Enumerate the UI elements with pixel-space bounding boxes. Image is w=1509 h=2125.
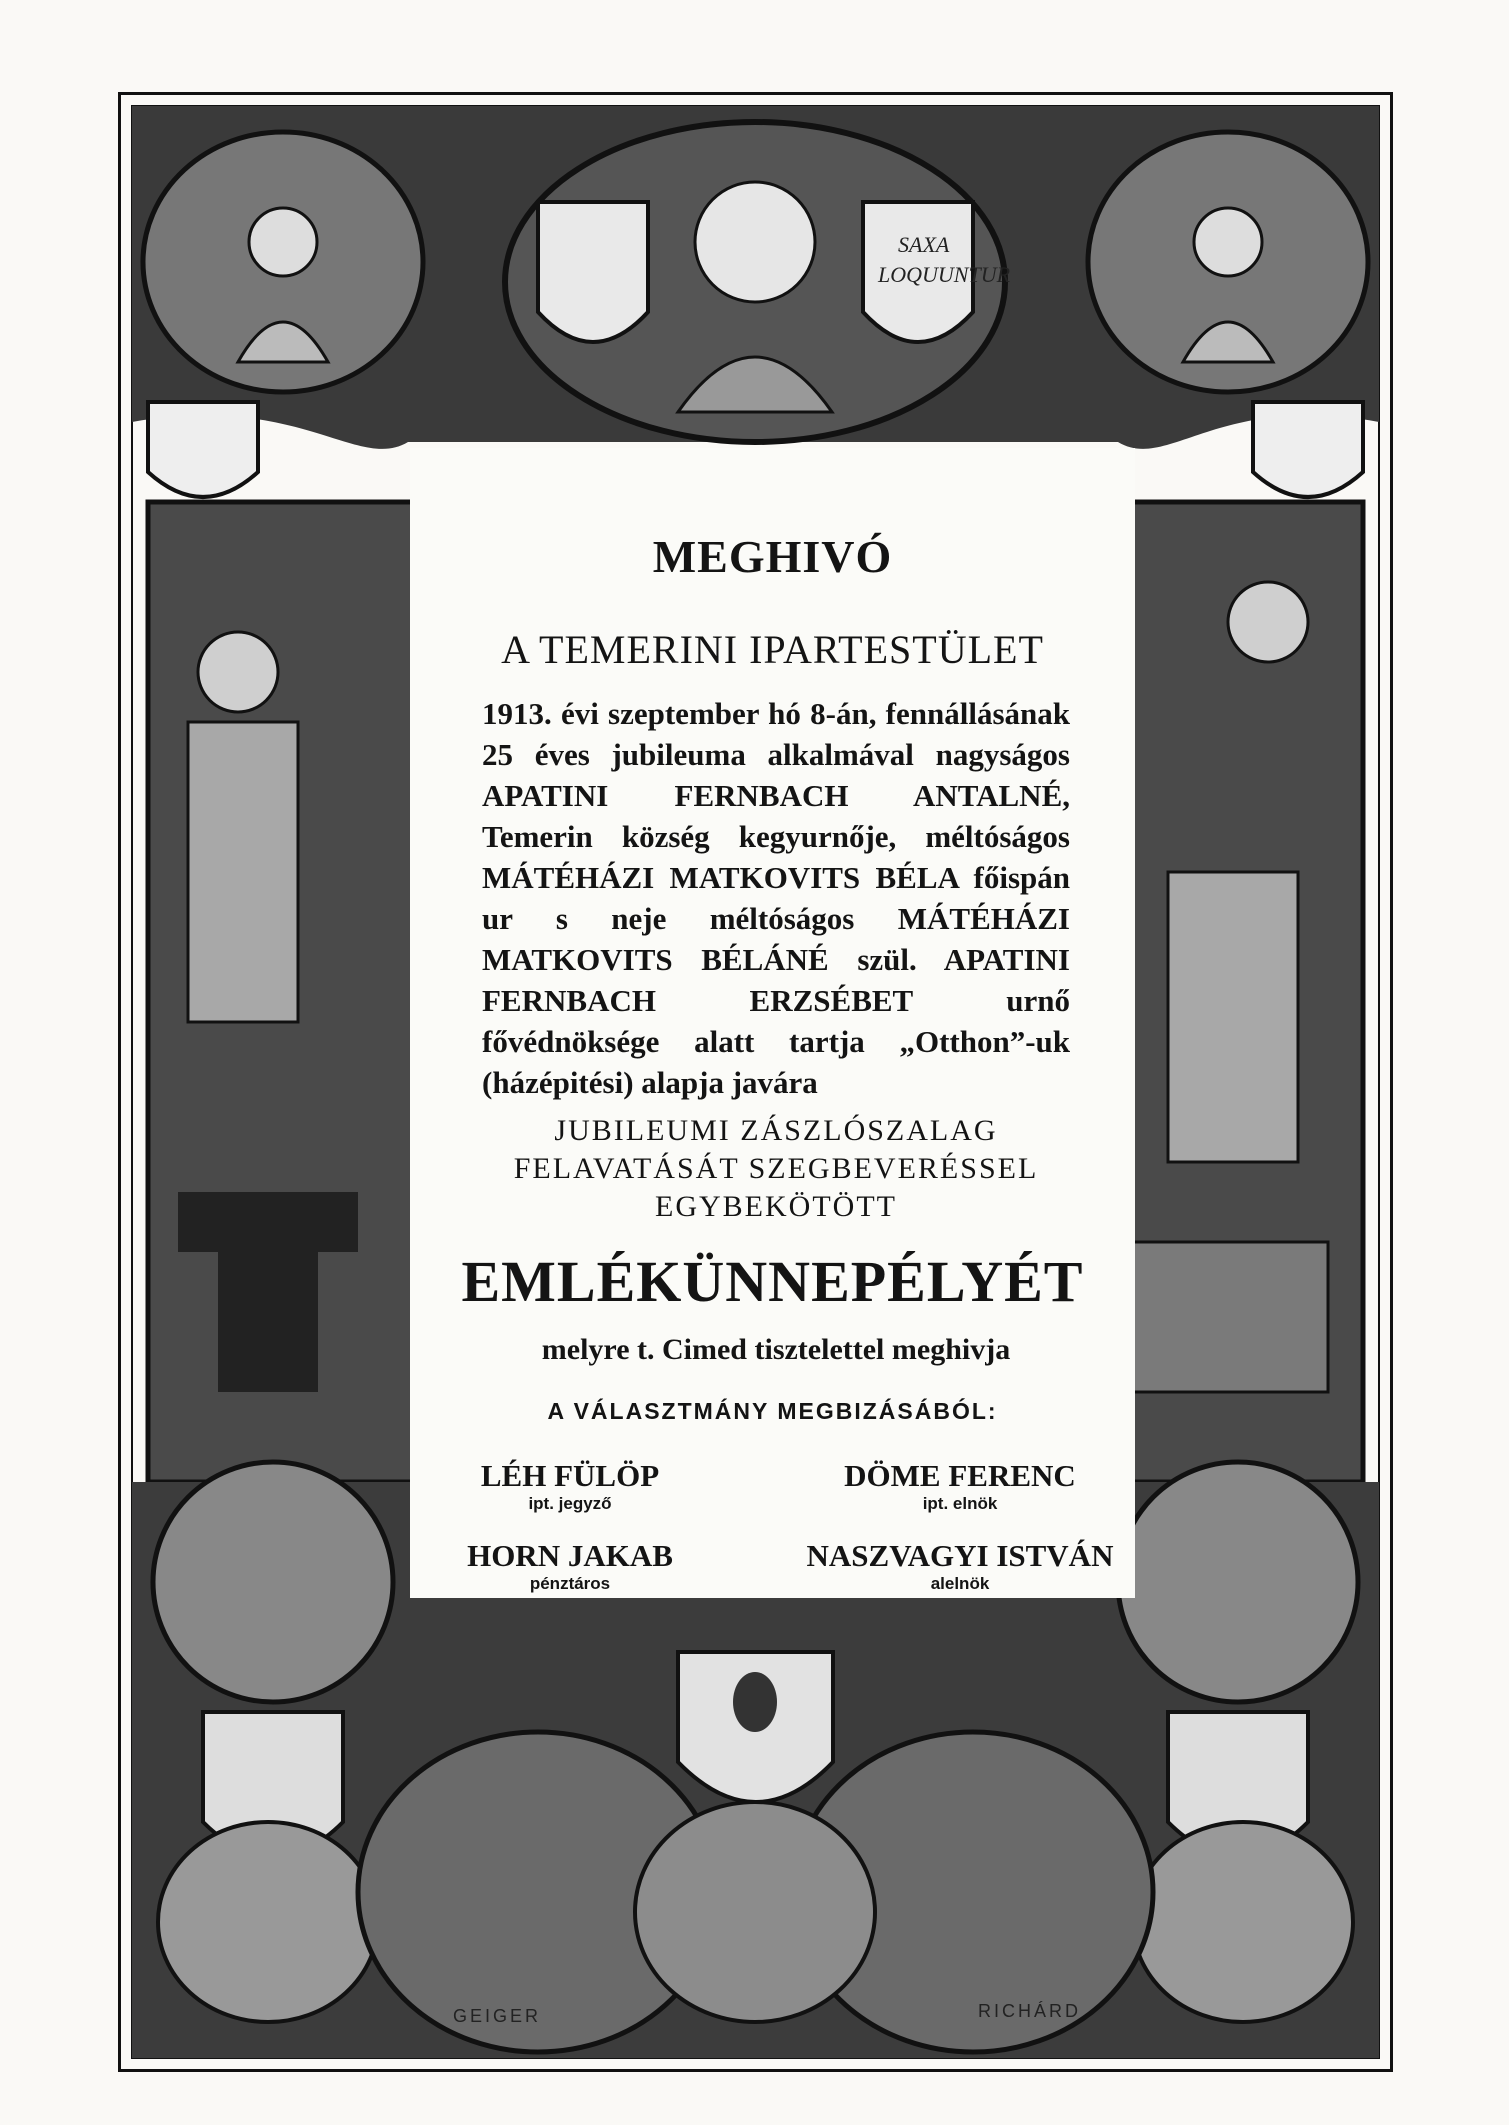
signatory-role: ipt. elnök: [922, 1494, 998, 1513]
signatory-name: LÉH FÜLÖP: [480, 1458, 660, 1493]
motto-word-2: LOQUUNTUR: [878, 262, 1011, 287]
blacksmith-head-icon: [198, 632, 278, 712]
signatory: [440, 1458, 700, 1514]
signatory: [815, 1458, 1105, 1514]
mason-head-icon: [1228, 582, 1308, 662]
worker-head-icon: [249, 208, 317, 276]
artist-signature-first: GEIGER: [453, 2006, 542, 2026]
signatory-role: alelnök: [930, 1574, 990, 1593]
brick-wall-icon: [1128, 1242, 1328, 1392]
bottom-left-medallion: [153, 1462, 393, 1702]
invitation-text-panel: [410, 448, 1135, 1598]
tools-shield-icon: [1253, 402, 1363, 497]
signatory-role: ipt. jegyző: [528, 1494, 612, 1513]
worker-head-icon: [1194, 208, 1262, 276]
heading: MEGHIVÓ: [652, 531, 893, 582]
event-description: JUBILEUMI ZÁSZLÓSZALAG FELAVATÁSÁT SZEGBEVERÉSSEL EGYBEKÖTÖTT: [513, 1114, 1039, 1223]
woman-portrait-icon: [695, 182, 815, 302]
signatory: [790, 1538, 1130, 1594]
mason-body: [1168, 872, 1298, 1162]
signatory-name: NASZVAGYI ISTVÁN: [806, 1538, 1114, 1573]
event-title: EMLÉKÜNNEPÉLYÉT: [461, 1249, 1084, 1314]
left-shield-icon: [538, 202, 648, 342]
signatory: [440, 1538, 700, 1594]
invite-line: melyre t. Cimed tisztelettel meghivja: [541, 1333, 1011, 1366]
hammer-shield-icon: [148, 402, 258, 497]
signatory-name: DÖME FERENC: [844, 1458, 1076, 1493]
invitation-body: 1913. évi szeptember hó 8-án, fennállásának 25 éves jubileuma alkalmával nagyságos APATINI FERNBACH ANTALNÉ, Temerin község kegyurnője, méltóságos MÁTÉHÁZI MATKOVITS BÉLA főispán ur s neje méltóságos MÁTÉHÁZI MATKOVITS BÉLÁNÉ szül. APATINI FERNBACH ERZSÉBET urnő fővédnöksége alatt tartja „Otthon”-uk (házépitési) alapja javára: [482, 696, 1070, 1100]
cornucopia-icon: [635, 1802, 875, 2022]
motto-word-1: SAXA: [898, 232, 950, 257]
signatory-role: pénztáros: [529, 1574, 611, 1593]
organization-name: A TEMERINI IPARTESTÜLET: [501, 627, 1044, 672]
bottom-left-wreath: [158, 1822, 378, 2022]
committee-line: A VÁLASZTMÁNY MEGBIZÁSÁBÓL:: [547, 1398, 998, 1424]
artist-signature-last: RICHÁRD: [978, 2001, 1082, 2021]
bottom-right-wreath: [1133, 1822, 1353, 2022]
bee-icon: [733, 1672, 777, 1732]
signatory-name: HORN JAKAB: [467, 1538, 673, 1573]
blacksmith-body: [188, 722, 298, 1022]
bottom-right-medallion: [1118, 1462, 1358, 1702]
